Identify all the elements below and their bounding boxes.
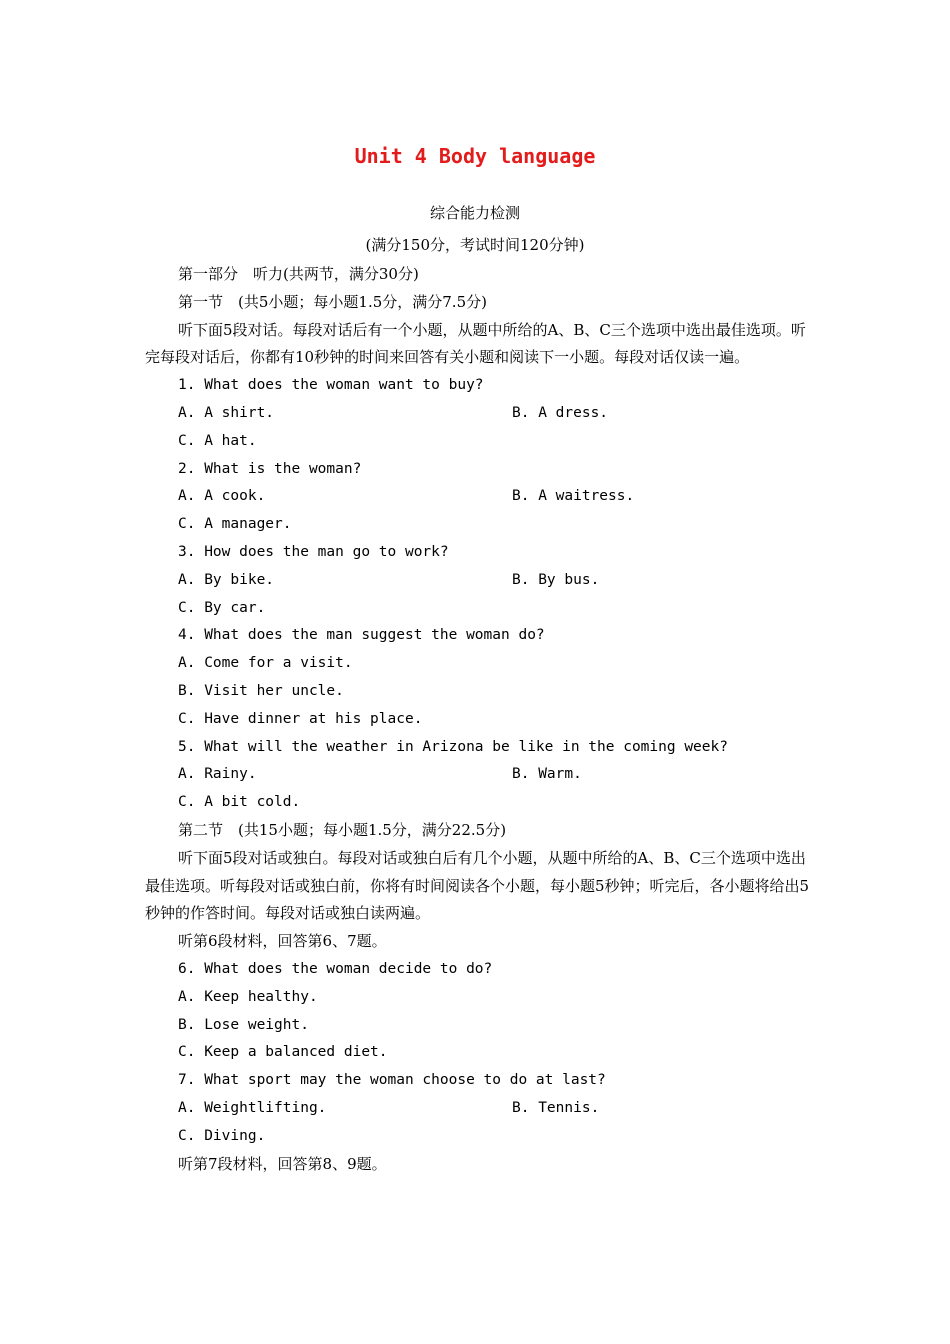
instructions-paragraph: 听下面5段对话。每段对话后有一个小题，从题中所给的A、B、C三个选项中选出最佳选项。听完每段对话后，你都有10秒钟的时间来回答有关小题和阅读下一小题。每段对话仅读一遍。: [145, 320, 806, 367]
option: A. By bike.: [178, 571, 275, 588]
option: C. A manager.: [178, 516, 292, 533]
option: C. Keep a balanced diet.: [178, 1044, 388, 1061]
question: 6. What does the woman decide to do?: [178, 960, 493, 977]
option: A. Weightlifting.: [178, 1099, 327, 1116]
option: C. A bit cold.: [178, 794, 301, 811]
option: B. Tennis.: [512, 1099, 600, 1116]
option: C. Have dinner at his place.: [178, 710, 423, 727]
instructions-paragraph: 听下面5段对话或独白。每段对话或独白后有几个小题，从题中所给的A、B、C三个选项中选出最佳选项。听每段对话或独白前，你将有时间阅读各个小题，每小题5秒钟；听完后，各小题将给出5秒钟的作答时间。每段对话或独白读两遍。: [145, 848, 810, 923]
part-heading: 第一部分 听力(共两节，满分30分): [178, 265, 419, 283]
option: C. A hat.: [178, 432, 257, 449]
question: 3. How does the man go to work?: [178, 543, 449, 560]
exam-info: (满分150分，考试时间120分钟): [365, 236, 585, 254]
section-heading: 第二节 (共15小题；每小题1.5分，满分22.5分): [178, 820, 507, 839]
option: B. A dress.: [512, 404, 609, 421]
option: A. A cook.: [178, 488, 266, 505]
option: A. Come for a visit.: [178, 655, 353, 672]
option: B. Visit her uncle.: [178, 682, 344, 699]
document-title: Unit 4 Body language: [354, 144, 596, 168]
option: A. A shirt.: [178, 404, 275, 421]
question: 5. What will the weather in Arizona be like in the coming week?: [178, 738, 728, 755]
option: B. Warm.: [512, 766, 582, 783]
option-row: [145, 483, 810, 511]
option-row: [145, 567, 810, 595]
question: 7. What sport may the woman choose to do at last?: [178, 1072, 606, 1089]
material-heading: 听第7段材料，回答第8、9题。: [178, 1154, 387, 1173]
option: B. Lose weight.: [178, 1016, 309, 1033]
material-heading: 听第6段材料，回答第6、7题。: [178, 932, 387, 951]
exam-body: [145, 261, 810, 1178]
document-subtitle: 综合能力检测: [429, 204, 520, 222]
question: 2. What is the woman?: [178, 460, 362, 477]
section-heading: 第一节 (共5小题；每小题1.5分，满分7.5分): [178, 292, 487, 311]
option: B. A waitress.: [512, 488, 635, 505]
option: C. Diving.: [178, 1127, 266, 1144]
option: B. By bus.: [512, 571, 600, 588]
option-row: [145, 1095, 810, 1123]
option: A. Rainy.: [178, 766, 257, 783]
question: 1. What does the woman want to buy?: [178, 377, 484, 394]
option: A. Keep healthy.: [178, 988, 318, 1005]
question: 4. What does the man suggest the woman do?: [178, 627, 545, 644]
option-row: [145, 761, 810, 789]
option: C. By car.: [178, 599, 266, 616]
option-row: [145, 400, 810, 428]
